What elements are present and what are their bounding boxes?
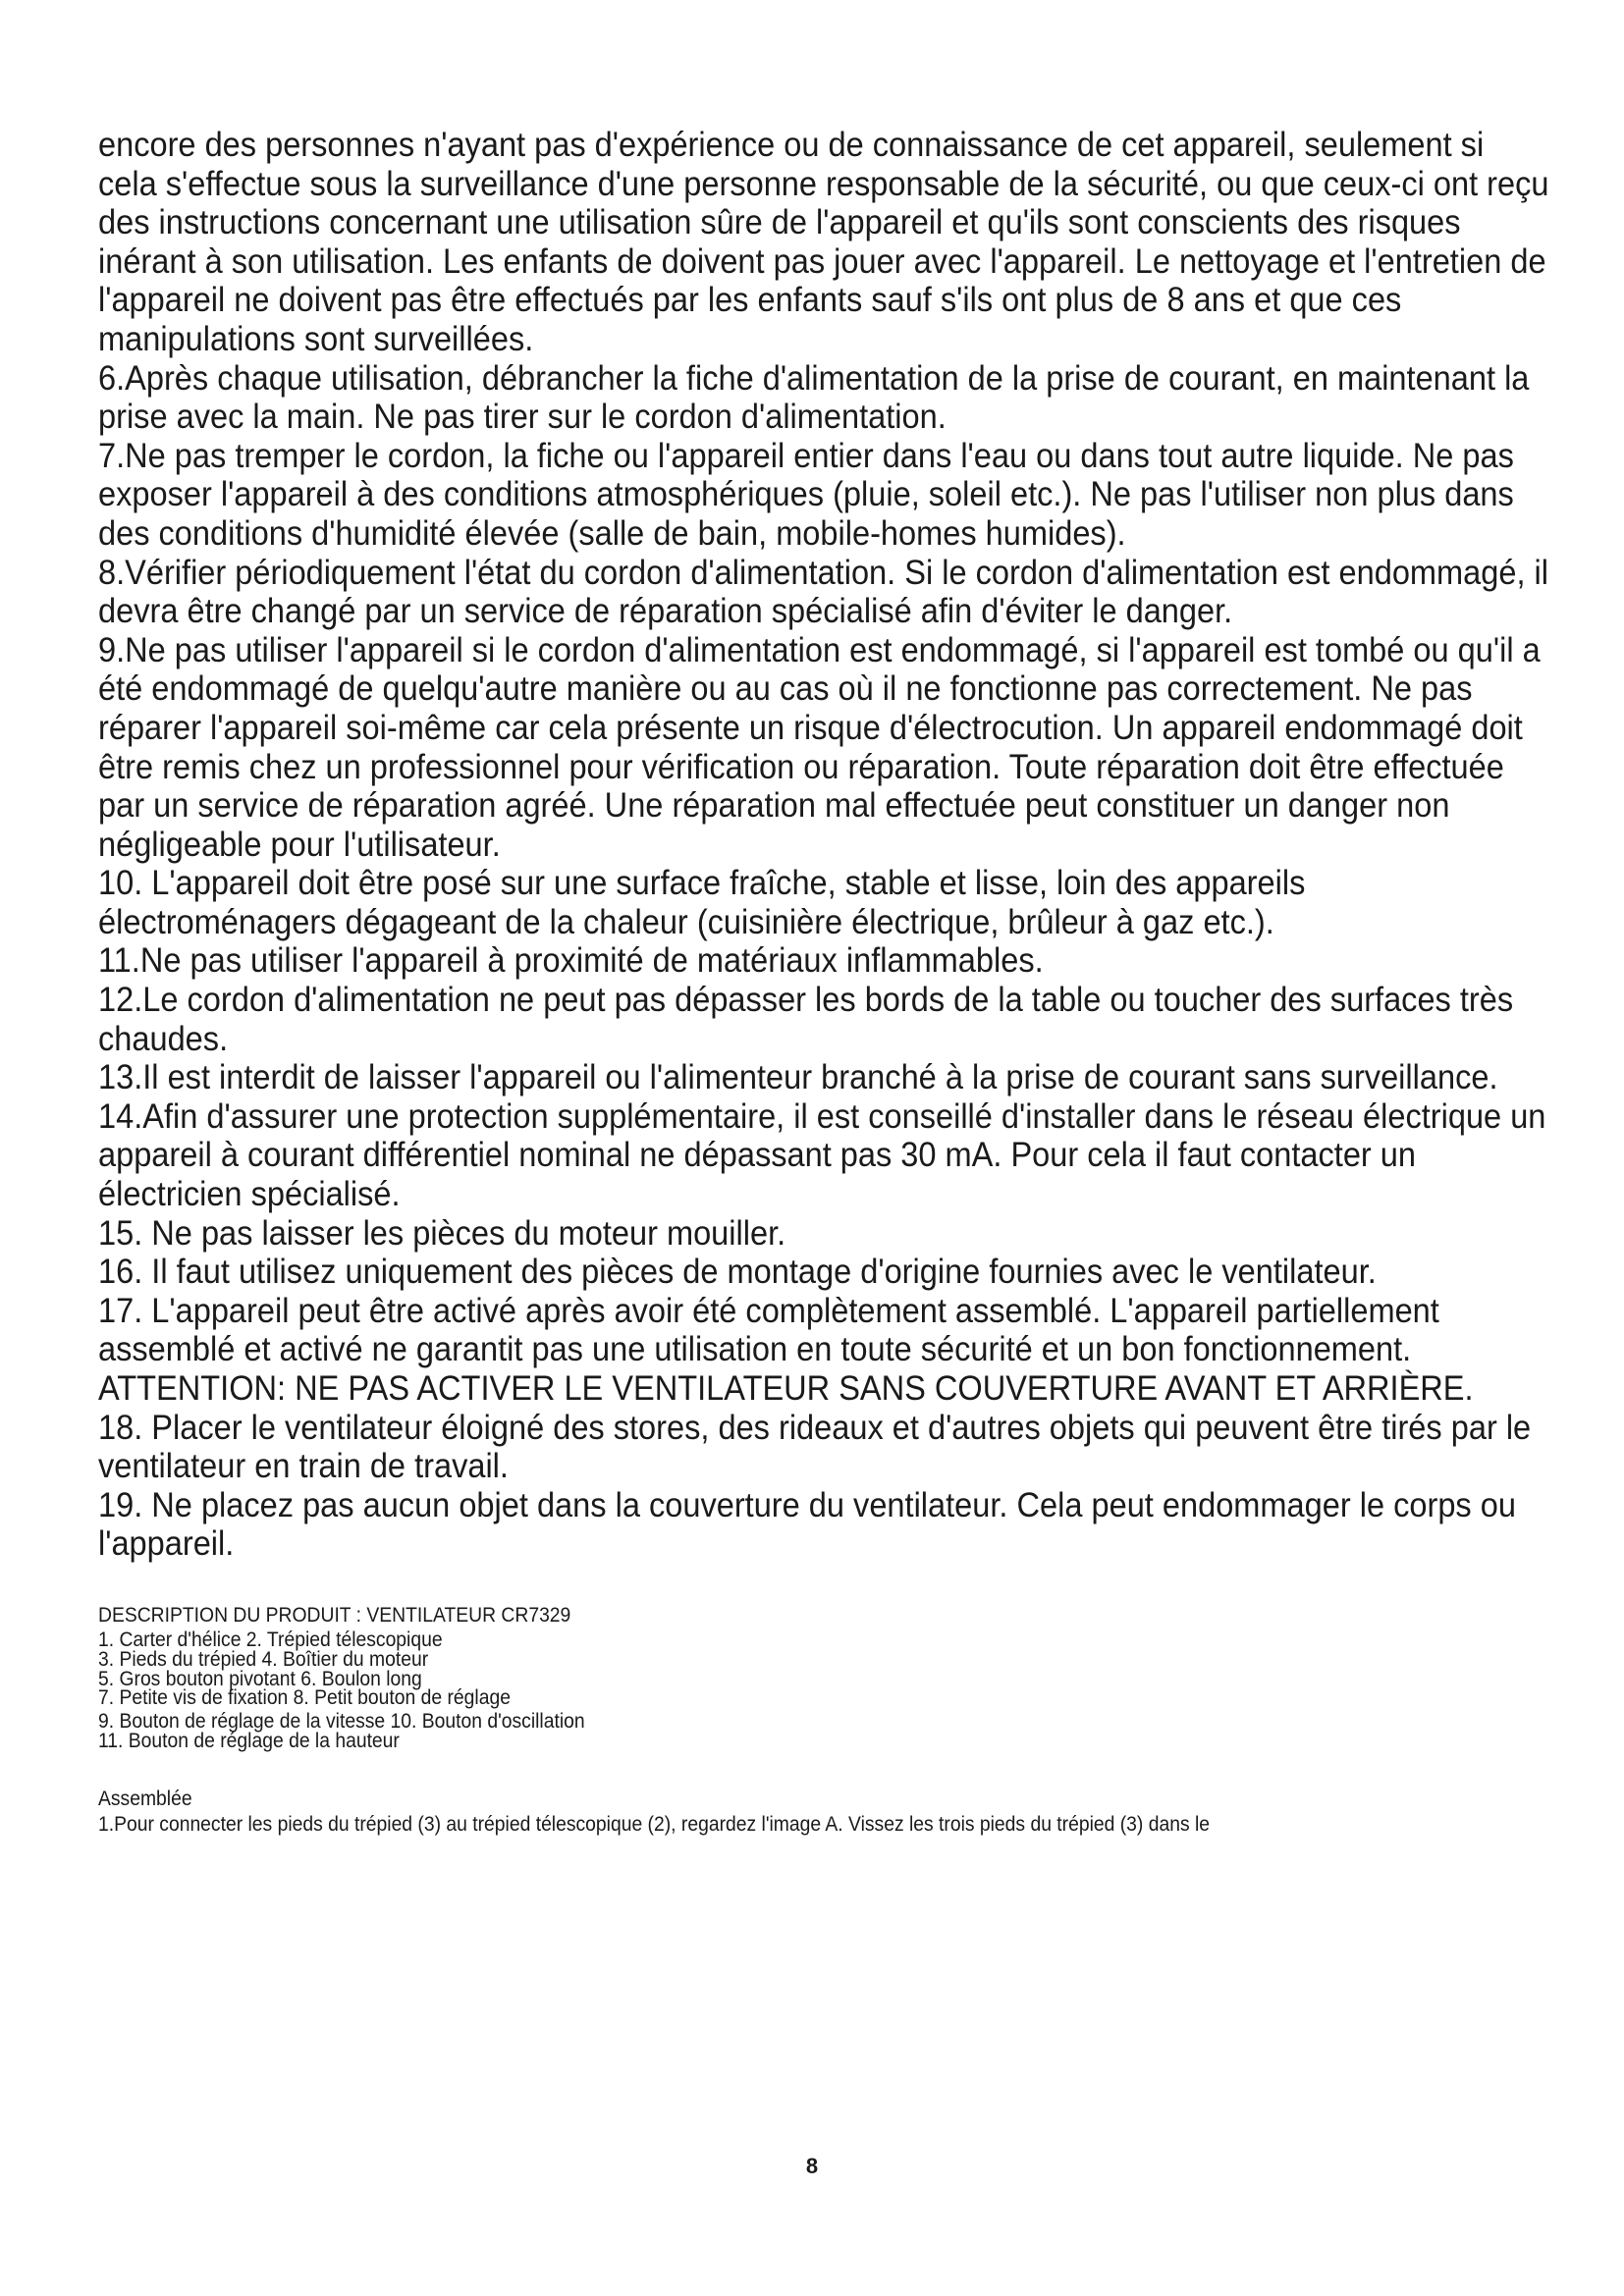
paragraph-11: 11.Ne pas utiliser l'appareil à proximité de matériaux inflammables. — [98, 941, 1044, 981]
assembly-title: Assemblée — [98, 1787, 192, 1810]
assembly-section — [98, 1787, 1551, 1838]
parts-list-item: 11. Bouton de réglage de la hauteur — [98, 1729, 400, 1752]
paragraph-9: 9.Ne pas utiliser l'appareil si le cordon d'alimentation est endommagé, si l'appareil est tombé ou qu'il a été endommagé de quelqu'autre manière ou au cas où il ne fonctionne pas correctement. Ne pas réparer l'appareil soi-même car cela présente un risque d'électrocution. Un appareil endommagé doit être remis chez un professionnel pour vérification ou réparation. Toute réparation doit être effectuée par un service de réparation agréé. Une réparation mal effectuée peut constituer un danger non négligeable pour l'utilisateur. — [98, 630, 1541, 864]
parts-list-item: 1. Carter d'hélice 2. Trépied télescopique — [98, 1628, 443, 1651]
paragraph-19: 19. Ne placez pas aucun objet dans la couverture du ventilateur. Cela peut endommager le corps ou l'appareil. — [98, 1485, 1516, 1564]
attention-warning: ATTENTION: NE PAS ACTIVER LE VENTILATEUR SANS COUVERTURE AVANT ET ARRIÈRE. — [98, 1369, 1474, 1408]
parts-list — [98, 1630, 1551, 1751]
paragraph-8: 8.Vérifier périodiquement l'état du cordon d'alimentation. Si le cordon d'alimentation est endommagé, il devra être changé par un service de réparation spécialisé afin d'éviter le danger. — [98, 553, 1549, 631]
product-description-title: DESCRIPTION DU PRODUIT : VENTILATEUR CR7329 — [98, 1603, 571, 1627]
parts-list-item: 9. Bouton de réglage de la vitesse 10. Bouton d'oscillation — [98, 1710, 585, 1734]
paragraph-6: 6.Après chaque utilisation, débrancher la fiche d'alimentation de la prise de courant, en maintenant la prise avec la main. Ne pas tirer sur le cordon d'alimentation. — [98, 358, 1530, 437]
paragraph-12: 12.Le cordon d'alimentation ne peut pas dépasser les bords de la table ou toucher des surfaces très chaudes. — [98, 981, 1514, 1058]
paragraph-supervision: encore des personnes n'ayant pas d'expérience ou de connaissance de cet appareil, seulement si cela s'effectue sous la surveillance d'une personne responsable de la sécurité, ou que ceux-ci ont reçu des instructions concernant une utilisation sûre de l'appareil et qu'ils sont conscients des risques inérant à son utilisation. Les enfants de doivent pas jouer avec l'appareil. Le nettoyage et l'entretien de l'appareil ne doivent pas être effectués par les enfants sauf s'ils ont plus de 8 ans et que ces manipulations sont surveillées. — [98, 126, 1549, 358]
paragraph-13: 13.Il est interdit de laisser l'appareil ou l'alimenteur branché à la prise de courant sans surveillance. — [98, 1058, 1498, 1097]
paragraph-10: 10. L'appareil doit être posé sur une surface fraîche, stable et lisse, loin des appareils électroménagers dégageant de la chaleur (cuisinière électrique, brûleur à gaz etc.). — [98, 864, 1306, 941]
paragraph-7: 7.Ne pas tremper le cordon, la fiche ou l'appareil entier dans l'eau ou dans tout autre liquide. Ne pas exposer l'appareil à des conditions atmosphériques (pluie, soleil etc.). Ne pas l'utiliser non plus dans des conditions d'humidité élevée (salle de bain, mobile-homes humides). — [98, 436, 1514, 553]
document-page — [98, 126, 1551, 1838]
product-description — [98, 1603, 1551, 1751]
paragraph-16: 16. Il faut utilisez uniquement des pièces de montage d'origine fournies avec le ventilateur. — [98, 1253, 1377, 1292]
page-number: 8 — [805, 2154, 819, 2178]
paragraph-15: 15. Ne pas laisser les pièces du moteur mouiller. — [98, 1213, 786, 1253]
parts-list-item: 5. Gros bouton pivotant 6. Boulon long — [98, 1667, 422, 1690]
parts-list-item: 7. Petite vis de fixation 8. Petit bouton de réglage — [98, 1686, 511, 1710]
parts-list-item: 3. Pieds du trépied 4. Boîtier du moteur — [98, 1647, 429, 1671]
assembly-step-1: 1.Pour connecter les pieds du trépied (3) au trépied télescopique (2), regardez l'image A. Vissez les trois pieds du trépied (3) dans le — [98, 1812, 1211, 1836]
paragraph-17: 17. L'appareil peut être activé après avoir été complètement assemblé. L'appareil partiellement assemblé et activé ne garantit pas une utilisation en toute sécurité et un bon fonctionnement. — [98, 1291, 1439, 1369]
safety-instructions — [98, 126, 1551, 1564]
paragraph-14: 14.Afin d'assurer une protection supplémentaire, il est conseillé d'installer dans le réseau électrique un appareil à courant différentiel nominal ne dépassant pas 30 mA. Pour cela il faut contacter un électricien spécialisé. — [98, 1096, 1546, 1214]
paragraph-18: 18. Placer le ventilateur éloigné des stores, des rideaux et d'autres objets qui peuvent être tirés par le ventilateur en train de travail. — [98, 1408, 1532, 1486]
